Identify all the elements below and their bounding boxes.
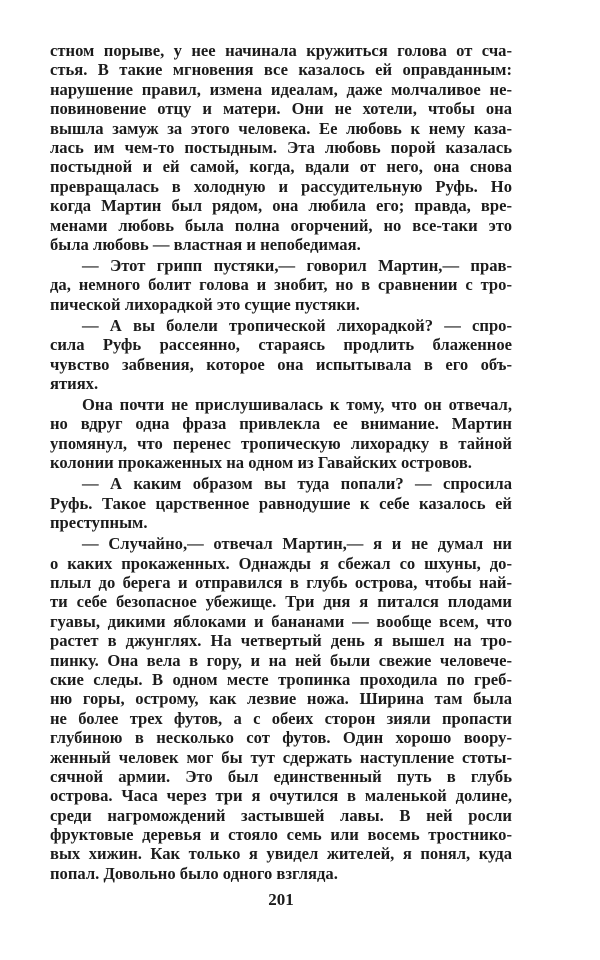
text-line: повиновение отцу и матери. Они не хотели, чтобы она [50, 99, 512, 119]
text-line: Руфь. Такое царственное равнодушие к себе казалось ей [50, 493, 512, 513]
text-line: когда Мартин был рядом, она любила его; правда, вре- [50, 196, 512, 216]
text-line: вых хижин. Как только я увидел жителей, я понял, куда [50, 844, 512, 864]
text-line: — Случайно,— отвечал Мартин,— я и не думал ни [82, 534, 512, 554]
text-line: да, немного болит голова и знобит, но в сравнении с тро- [50, 275, 512, 295]
text-line: стном порыве, у нее начинала кружиться голова от сча- [50, 41, 512, 60]
text-line: нарушение правил, измена идеалам, даже молчаливое не- [50, 79, 512, 99]
text-line: женный человек мог бы тут сдержать наступление стоты- [50, 747, 512, 767]
text-line: не более трех футов, а с обеих сторон зияли пропасти [50, 708, 512, 728]
text-line: пической лихорадкой это сущие пустяки. [50, 294, 360, 314]
text-line: преступным. [50, 513, 148, 533]
text-line: пинку. Она вела в гору, и на ней были свежие человече- [50, 650, 512, 670]
text-line: была любовь — властная и непобедимая. [50, 234, 361, 254]
text-line: острова. Часа через три я очутился в маленькой долине, [50, 786, 512, 806]
text-line: о каких прокаженных. Однажды я сбежал со шхуны, до- [50, 553, 512, 573]
paragraph [50, 534, 512, 883]
text-line: среди нагромождений застывшей лавы. В ней росли [50, 805, 512, 825]
text-line: растет в джунглях. На четвертый день я вышел на тро- [50, 631, 512, 651]
text-line: постыдной и ей самой, когда, вдали от него, она снова [50, 157, 512, 177]
text-line: — А вы болели тропической лихорадкой? — спро- [82, 315, 512, 335]
text-line: ти себе безопасное убежище. Три дня я питался плодами [50, 592, 512, 612]
paragraph [50, 41, 512, 254]
text-line: но вдруг одна фраза привлекла ее внимание. Мартин [50, 414, 512, 434]
text-line: — А каким образом вы туда попали? — спросила [82, 474, 512, 494]
text-line: — Этот грипп пустяки,— говорил Мартин,— прав- [82, 255, 512, 275]
text-line: фруктовые деревья и стояло семь или восемь тростнико- [50, 825, 512, 845]
text-line: менами любовь была полна огорчений, но все-таки это [50, 215, 512, 235]
text-line: ятиях. [50, 374, 99, 394]
text-line: Она почти не прислушивалась к тому, что он отвечал, [82, 395, 512, 415]
page-number: 201 [268, 890, 294, 909]
text-line: ские следы. В одном месте тропинка проходила по греб- [50, 669, 512, 689]
text-line: вышла замуж за этого человека. Ее любовь к нему каза- [50, 118, 512, 138]
paragraph [50, 395, 512, 473]
paragraph [50, 316, 512, 394]
text-line: попал. Довольно было одного взгляда. [50, 863, 338, 883]
text-line: сячной армии. Это был единственный путь в глубь [50, 766, 512, 786]
text-line: упомянул, что перенес тропическую лихорадку в тайной [50, 433, 512, 453]
text-line: превращалась в холодную и рассудительную Руфь. Но [50, 176, 512, 196]
book-page-text [50, 41, 512, 883]
text-line: гуавы, дикими яблоками и бананами — вообще всем, что [50, 611, 512, 631]
text-line: чувство забвения, которое она испытывала в его объ- [50, 354, 512, 374]
text-line: стья. В такие мгновения все казалось ей оправданным: [50, 60, 512, 80]
text-line: ню горы, острому, как лезвие ножа. Ширина там была [50, 689, 512, 709]
text-line: колонии прокаженных на одном из Гавайских островов. [50, 453, 472, 473]
text-line: лась им чем-то постыдным. Эта любовь порой казалась [50, 137, 512, 157]
text-line: сила Руфь рассеянно, стараясь продлить блаженное [50, 335, 512, 355]
text-line: глубиною в несколько сот футов. Один хорошо воору- [50, 728, 512, 748]
text-line: плыл до берега и отправился в глубь острова, чтобы най- [50, 572, 512, 592]
paragraph [50, 256, 512, 314]
paragraph [50, 474, 512, 532]
